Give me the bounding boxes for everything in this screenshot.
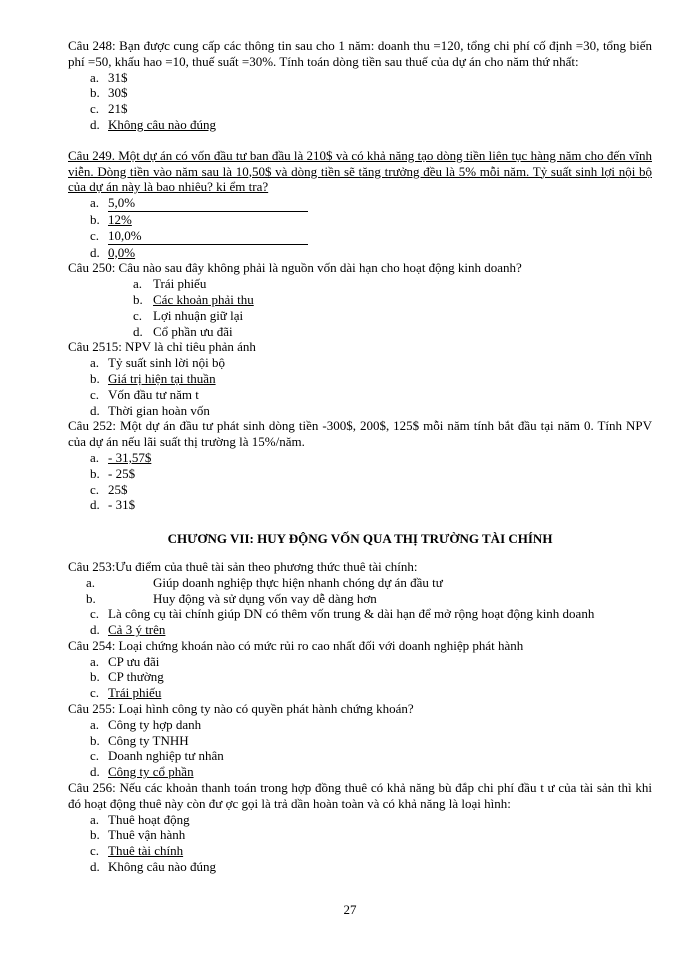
option: b. CP thường bbox=[90, 669, 164, 685]
option: c. Vốn đầu tư năm t bbox=[90, 386, 199, 402]
option: a. Thuê hoạt động bbox=[90, 811, 190, 827]
option: a. Tỷ suất sinh lời nội bộ bbox=[90, 355, 226, 371]
option: b. - 25$ bbox=[90, 465, 136, 481]
option: c. Doanh nghiệp tư nhân bbox=[90, 748, 224, 764]
option: a. Công ty hợp danh bbox=[90, 716, 202, 732]
option-answer: a. - 31,57$ bbox=[90, 449, 152, 465]
option: b. Công ty TNHH bbox=[90, 732, 189, 748]
options-249 bbox=[68, 195, 652, 260]
option: a. 5,0% bbox=[68, 195, 652, 212]
options-252 bbox=[68, 450, 652, 513]
option: d. Cổ phần ưu đãi bbox=[133, 323, 233, 339]
option-answer: d. Cả 3 ý trên bbox=[90, 622, 166, 638]
option: b. 12% bbox=[90, 211, 132, 227]
option: c. Là công cụ tài chính giúp DN có thêm vốn trung & dài hạn để mở rộng hoạt động kinh doanh bbox=[90, 606, 595, 622]
page-number: 27 bbox=[343, 902, 357, 917]
options-255 bbox=[68, 717, 652, 780]
question-254: Câu 254: Loại chứng khoán nào có mức rủi ro cao nhất đối với doanh nghiệp phát hành bbox=[68, 637, 524, 653]
option: c. 25$ bbox=[90, 481, 128, 497]
option: d. Thời gian hoàn vốn bbox=[90, 402, 210, 418]
option: b. 30$ bbox=[90, 85, 128, 101]
option: a. CP ưu đãi bbox=[90, 653, 160, 669]
option: c. 21$ bbox=[90, 101, 128, 117]
option: d. 0,0% bbox=[90, 244, 136, 260]
option-answer: b. Giá trị hiện tại thuần bbox=[90, 370, 216, 386]
option: b. Huy động và sử dụng vốn vay dễ dàng hơn bbox=[86, 590, 377, 606]
chapter-heading: CHƯƠNG VII: HUY ĐỘNG VỐN QUA THỊ TRƯỜNG TÀI CHÍNH bbox=[167, 531, 553, 547]
options-254 bbox=[68, 654, 652, 701]
question-256: Câu 256: Nếu các khoản thanh toán trong hợp đồng thuê có khả năng bù đắp chi phí đầu t ư của tài sản thì khi đó hoạt động thuê này còn đư ợc gọi là trả dần hoàn toàn và có khả năng là loại hình: bbox=[68, 780, 652, 811]
option: b. Thuê vận hành bbox=[90, 827, 186, 843]
question-255: Câu 255: Loại hình công ty nào có quyền phát hành chứng khoán? bbox=[68, 701, 414, 717]
options-253-cont bbox=[68, 606, 652, 638]
option: a. Giúp doanh nghiệp thực hiện nhanh chóng dự án đầu tư bbox=[86, 574, 443, 590]
option: a. Trái phiếu bbox=[133, 276, 207, 292]
option-answer: b. Các khoản phải thu bbox=[133, 291, 254, 307]
options-253 bbox=[68, 575, 652, 607]
options-256 bbox=[68, 812, 652, 875]
question-252: Câu 252: Một dự án đầu tư phát sinh dòng tiền -300$, 200$, 125$ mỗi năm tính bắt đầu tại năm 0. Tính NPV của dự án nếu lãi suất thị trường là 15%/năm. bbox=[68, 418, 652, 450]
option-answer: c. Trái phiếu bbox=[90, 685, 162, 701]
question-248: Câu 248: Bạn được cung cấp các thông tin sau cho 1 năm: doanh thu =120, tổng chi phí cố định =30, tổng biến phí =50, khấu hao =10, thuế suất =30%. Tính toán dòng tiền sau thuế của dự án cho năm thứ nhất: bbox=[68, 38, 652, 69]
options-248 bbox=[68, 70, 652, 133]
question-253: Câu 253:Ưu điểm của thuê tài sản theo phương thức thuê tài chính: bbox=[68, 558, 418, 574]
question-249: Câu 249. Một dự án có vốn đầu tư ban đầu là 210$ và có khả năng tạo dòng tiền liên tục hàng năm cho đến vĩnh viễn. Dòng tiền vào năm sau là 10,50$ và dòng tiền sẽ tăng trưởng đều là 5% mỗi năm. Tỷ suất sinh lợi nội bộ của dự án này là bao nhiêu? ki ểm tra? bbox=[68, 147, 652, 195]
options-250 bbox=[68, 276, 652, 339]
question-250: Câu 250: Câu nào sau đây không phải là nguồn vốn dài hạn cho hoạt động kinh doanh? bbox=[68, 260, 522, 276]
option-answer: d. Không câu nào đúng bbox=[90, 116, 216, 132]
option: d. - 31$ bbox=[90, 497, 136, 513]
option: c. 10,0% bbox=[68, 228, 652, 245]
option: d. Không câu nào đúng bbox=[90, 859, 216, 875]
document-page bbox=[68, 38, 652, 875]
option-answer: c. Thuê tài chính bbox=[90, 843, 184, 859]
option: a. 31$ bbox=[90, 69, 128, 85]
option: c. Lợi nhuận giữ lại bbox=[133, 307, 244, 323]
option-answer: d. Công ty cổ phần bbox=[90, 764, 194, 780]
question-2515: Câu 2515: NPV là chỉ tiêu phản ánh bbox=[68, 339, 256, 355]
options-2515 bbox=[68, 355, 652, 418]
